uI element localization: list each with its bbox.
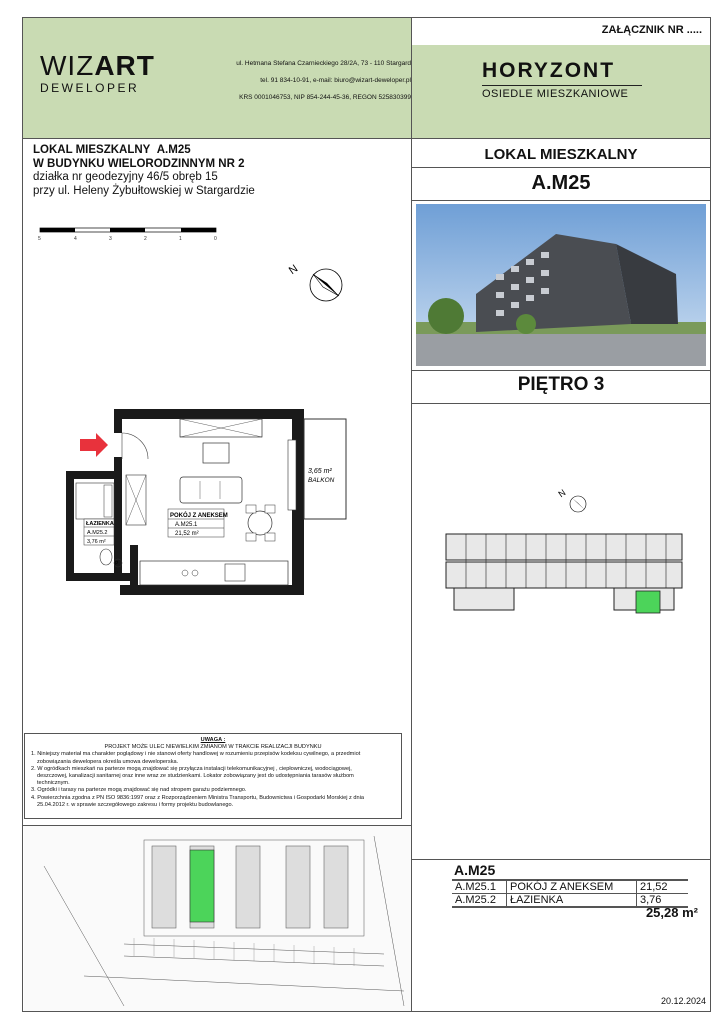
logo-sub: DEWELOPER	[40, 81, 140, 95]
svg-text:P: P	[115, 561, 119, 567]
company-registry: KRS 0001046753, NIP 854-244-45-36, REGON 525830399	[239, 94, 411, 101]
floor-label: PIĘTRO 3	[517, 374, 605, 395]
scale-label-5: 5	[38, 236, 41, 242]
logo-main: WIZ	[40, 50, 95, 81]
row-name: POKÓJ Z ANEKSEM	[507, 881, 637, 894]
project-header	[412, 45, 710, 138]
summary-table	[452, 879, 688, 908]
bath-area: 3,76 m²	[87, 539, 106, 545]
scale-label-2: 2	[144, 236, 147, 242]
row-area: 21,52	[637, 881, 689, 894]
desc-type: LOKAL MIESZKALNY	[33, 144, 151, 156]
project-name: HORYZONT	[482, 59, 616, 82]
summary-unit: A.M25	[454, 862, 496, 878]
note-line: 2. W ogródkach mieszkań na parterze mogą znajdować się przyłącza instalacji telekomunikacyjnej , ciepłowniczej, wodociągowej,	[31, 765, 352, 772]
scale-label-3: 3	[109, 236, 112, 242]
scale-label-4: 4	[74, 236, 77, 242]
room-name: POKÓJ Z ANEKSEM	[170, 513, 228, 519]
note-line: 4. Powierzchnia zgodna z PN ISO 9836:1997 oraz z Rozporządzeniem Ministra Transportu, Budownictwa i Gospodarki Morskiej z dnia	[31, 794, 364, 801]
scale-label-0: 0	[214, 236, 217, 242]
company-header	[23, 18, 411, 138]
annex-label: ZAŁĄCZNIK NR .....	[601, 24, 702, 36]
desc-plot: działka nr geodezyjny 46/5 obręb 15	[33, 171, 218, 183]
issue-date: 20.12.2024	[660, 996, 706, 1006]
room-id: A.M25.1	[175, 522, 198, 528]
summary-total: 25,28 m²	[645, 905, 698, 920]
note-line: 3. Ogródki i tarasy na parterze mogą znajdować się nad stropem garażu podziemnego.	[31, 787, 247, 794]
bath-id: A.M25.2	[87, 530, 108, 536]
room-area: 21,52 m²	[175, 531, 199, 537]
unit-description	[33, 144, 255, 198]
svg-text:N: N	[556, 487, 568, 500]
balcony-label: BALKON	[308, 477, 335, 484]
project-logo	[482, 59, 642, 100]
notes-box	[24, 733, 402, 819]
balcony-area: 3,65 m²	[308, 468, 332, 475]
wizart-logo	[40, 52, 155, 95]
right-unit-id: A.M25	[531, 172, 591, 194]
desc-street: przy ul. Heleny Żybułtowskiej w Stargardzie	[33, 184, 255, 197]
notes-title: UWAGA :	[200, 737, 226, 743]
north-arrow-icon	[283, 256, 353, 306]
scale-label-1: 1	[179, 236, 182, 242]
project-subtitle: OSIEDLE MIESZKANIOWE	[482, 88, 629, 100]
right-type-label: LOKAL MIESZKALNY	[484, 146, 638, 163]
desc-building: W BUDYNKU WIELORODZINNYM NR 2	[33, 157, 245, 170]
row-id: A.M25.1	[452, 881, 507, 894]
row-id: A.M25.2	[452, 894, 507, 907]
site-plan	[24, 826, 411, 1011]
note-line: zobowiązania dewelopera określa umowa deweloperska.	[37, 758, 179, 765]
company-contact: tel. 91 834-10-91, e-mail: biuro@wizart-deweloper.pl	[260, 77, 411, 84]
notes-subtitle: PROJEKT MOŻE ULEC NIEWIELKIM ZMIANOM W TRAKCIE REALIZACJI BUDYNKU	[104, 744, 322, 751]
scale-bar	[36, 222, 226, 246]
note-line: technicznym.	[37, 780, 70, 787]
floor-plan	[60, 405, 360, 605]
note-line: 25.04.2012 r. w sprawie szczegółowego zakresu i formy projektu budowlanego.	[37, 801, 234, 808]
building-rendering	[416, 204, 706, 366]
note-line: 1. Niniejszy materiał ma charakter poglądowy i nie stanowi oferty handlowej w rozumieniu przepisów kodeksu cywilnego, a przedmiot	[31, 751, 361, 758]
company-address: ul. Hetmana Stefana Czarnieckiego 28/2A, 73 - 110 Stargard	[236, 60, 411, 67]
north-label: N	[286, 262, 301, 278]
desc-unit: A.M25	[156, 144, 191, 156]
table-row	[452, 881, 688, 894]
header-divider	[22, 138, 412, 139]
row-name: ŁAZIENKA	[507, 894, 637, 907]
row-area: 3,76	[637, 894, 689, 907]
note-line: deszczowej, kanalizacji sanitarnej oraz inne wraz ze studzienkami. Lokator zobowiązany jest do udostępniania tarasów służbom	[37, 773, 354, 780]
bath-name: ŁAZIENKA	[86, 521, 114, 527]
key-plan	[440, 482, 690, 622]
logo-accent: ART	[94, 50, 155, 81]
